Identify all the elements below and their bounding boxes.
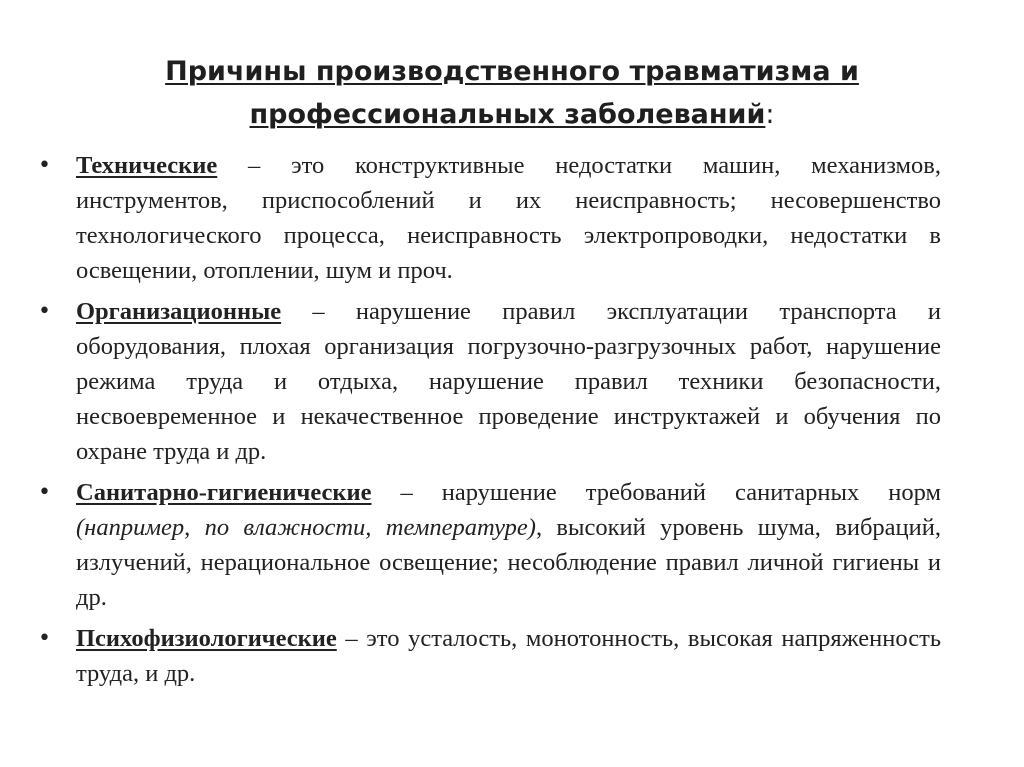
list-item-sanitary — [38, 475, 941, 615]
bullet-icon: • — [38, 480, 51, 505]
title-line-2: профессиональных заболеваний — [249, 99, 766, 130]
item-text-before: – нарушение требований санитарных норм — [371, 479, 941, 506]
item-note: (например, по влажности, температуре) — [76, 514, 536, 541]
bullet-icon: • — [38, 299, 51, 324]
list-item-organizational — [38, 294, 941, 469]
list-item-technical — [38, 148, 941, 288]
item-term: Технические — [76, 152, 218, 179]
title-colon: : — [765, 99, 775, 130]
item-text: – это усталость, монотонность, высокая напряженность труда, и др. — [76, 625, 941, 687]
item-text: – это конструктивные недостатки машин, механизмов, инструментов, приспособлений и их неисправность; несовершенство технологического процесса, неисправность электропроводки, недостатки в освещении, отоплении, шум и проч. — [76, 152, 941, 284]
slide-title — [60, 50, 964, 136]
causes-list — [0, 148, 1024, 691]
item-term: Психофизиологические — [76, 625, 337, 652]
title-line-1: Причины производственного травматизма и — [165, 56, 859, 87]
bullet-icon: • — [38, 626, 51, 651]
item-text: – нарушение правил эксплуатации транспорта и оборудования, плохая организация погрузочно-разгрузочных работ, нарушение режима труда и отдыха, нарушение правил техники безопасности, несвоевременное и некачественное проведение инструктажей и обучения по охране труда и др. — [76, 298, 941, 465]
list-item-psychophysiological — [38, 621, 941, 691]
item-text-after: , высокий уровень шума, вибраций, излучений, нерациональное освещение; несоблюдение правил личной гигиены и др. — [76, 514, 941, 611]
bullet-icon: • — [38, 153, 51, 178]
item-term: Санитарно-гигиенические — [76, 479, 372, 506]
item-term: Организационные — [76, 298, 282, 325]
